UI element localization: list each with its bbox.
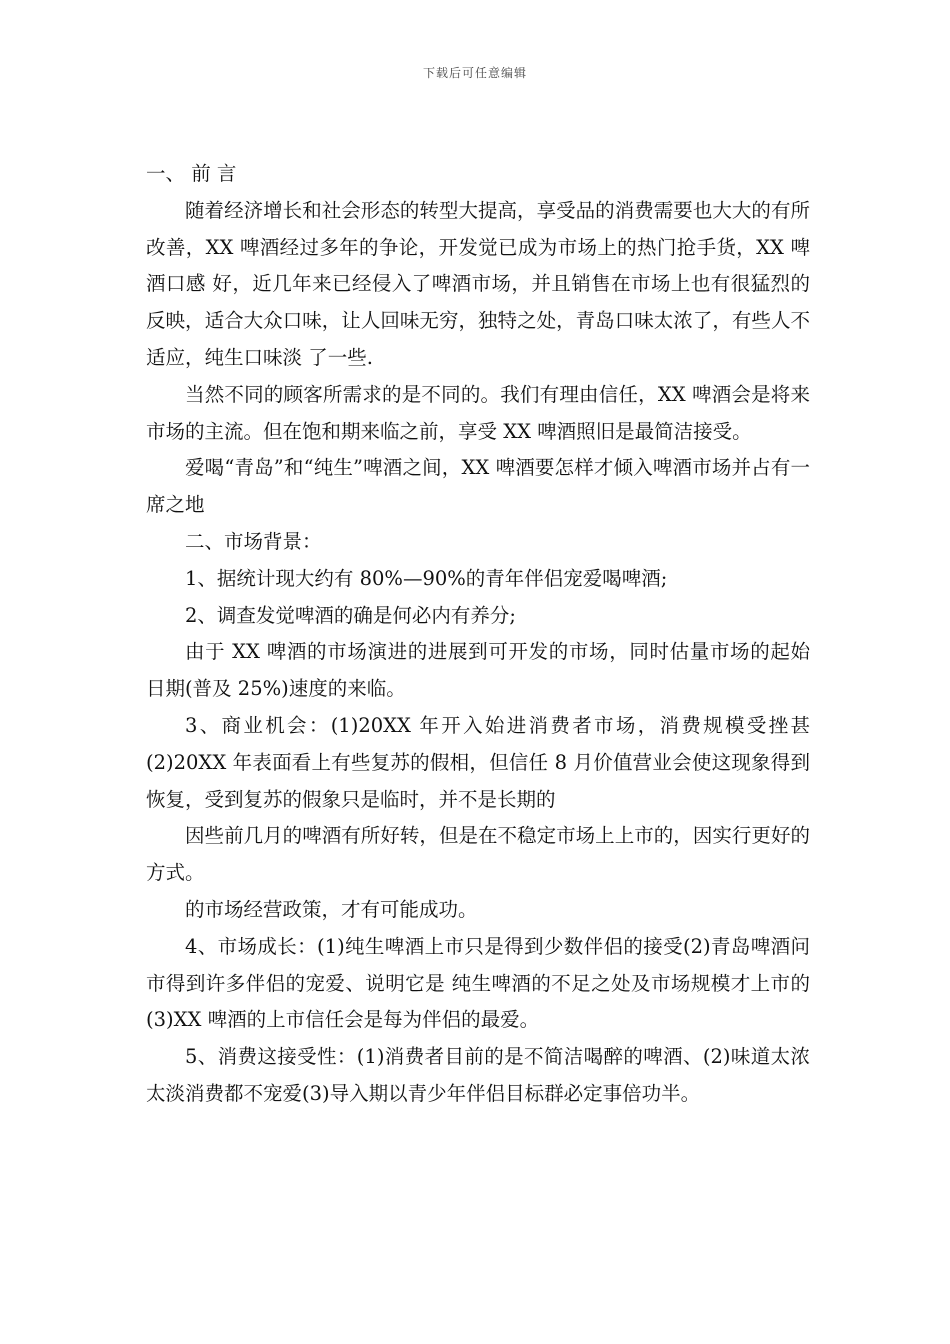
list-item: 4、市场成长：(1)纯生啤酒上市只是得到少数伴侣的接受(2)青岛啤酒问市得到许多伴侣的宠爱、说明它是 纯生啤酒的不足之处及市场规模才上市的(3)XX 啤酒的上市信任会是每为伴侣的最爱。 (146, 934, 810, 1032)
list-item: 5、消费这接受性：(1)消费者目前的是不简洁喝醉的啤酒、(2)味道太浓太淡消费都不宠爱(3)导入期以青少年伴侣目标群必定事倍功半。 (146, 1045, 810, 1105)
list-item: 1、据统计现大约有 80%—90%的青年伴侣宠爱喝啤酒; (185, 566, 668, 590)
list-item: 2、调查发觉啤酒的确是何必内有养分; (185, 603, 516, 627)
document-body (146, 156, 810, 1113)
paragraph: 爱喝“青岛”和“纯生”啤酒之间，XX 啤酒要怎样才倾入啤酒市场并占有一席之地 (146, 456, 810, 517)
paragraph: 当然不同的顾客所需求的是不同的。我们有理由信任，XX 啤酒会是将来市场的主流。但在饱和期来临之前，享受 XX 啤酒照旧是最简洁接受。 (146, 382, 810, 443)
section-title-preface: 一、 前 言 (146, 162, 237, 185)
section-title-market-background: 二、市场背景： (185, 529, 322, 553)
paragraph: 的市场经营政策，才有可能成功。 (185, 897, 478, 921)
paragraph: 由于 XX 啤酒的市场演进的进展到可开发的市场，同时估量市场的起始日期(普及 25%)速度的来临。 (146, 640, 810, 701)
paragraph: 因些前几月的啤酒有所好转，但是在不稳定市场上上市的，因实行更好的方式。 (146, 824, 810, 885)
paragraph: 随着经济增长和社会形态的转型大提高，享受品的消费需要也大大的有所改善，XX 啤酒经过多年的争论，开发觉已成为市场上的热门抢手货，XX 啤酒口感 好，近几年来已经侵入了啤酒市场，并且销售在市场上也有很猛烈的反映，适合大众口味，让人回味无穷，独特之处，青岛口味太浓了，有些人不适应，纯生口味淡 了一些. (146, 198, 810, 369)
list-item: 3、商业机会：(1)20XX 年开入始进消费者市场，消费规模受挫甚(2)20XX 年表面看上有些复苏的假相，但信任 8 月价值营业会使这现象得到恢复，受到复苏的假象只是临时，并不是长期的 (146, 713, 810, 811)
page-header-note: 下载后可任意编辑 (422, 66, 527, 80)
